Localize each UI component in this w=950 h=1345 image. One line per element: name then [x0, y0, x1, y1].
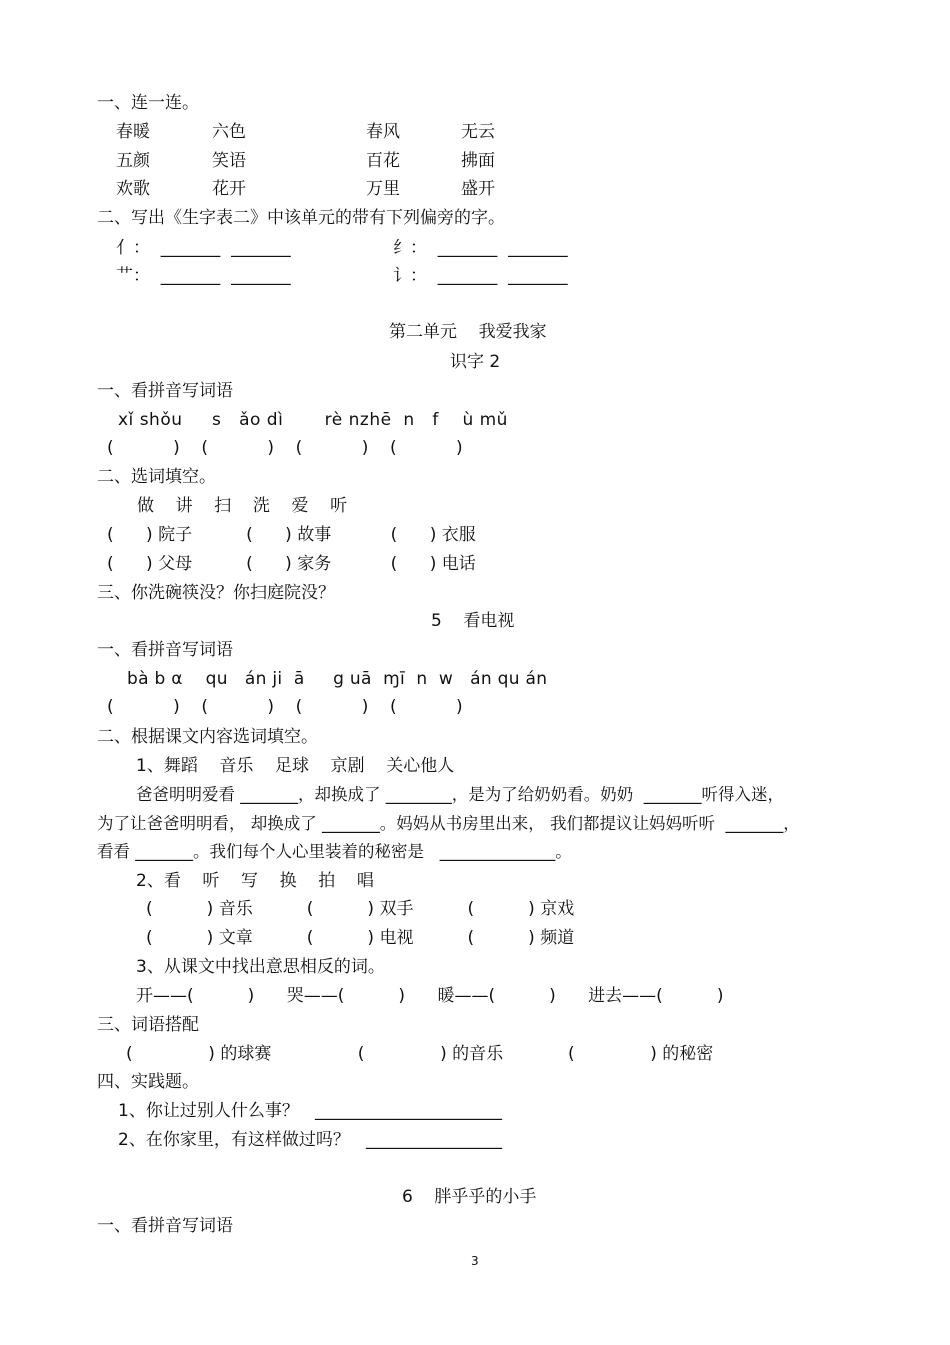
match-word: 六色 — [212, 122, 246, 142]
match-word: 春风 — [366, 122, 400, 142]
section-heading: 二、根据课文内容选词填空。 — [97, 727, 318, 747]
match-word: 百花 — [366, 151, 400, 171]
lesson-title: 5 看电视 — [431, 611, 515, 631]
match-word: 花开 — [212, 179, 246, 199]
passage-line: 为了让爸爸明明看， 却换成了 _______。妈妈从书房里出来， 我们都提议让妈妈听听 _______， — [97, 814, 800, 833]
section-heading: 一、看拼音写词语 — [97, 640, 233, 660]
fill-row: ( ) 文章 ( ) 电视 ( ) 频道 — [146, 928, 575, 948]
section-heading: 一、连一连。 — [97, 93, 199, 113]
practice-question: 1、你让过别人什么事？ ______________________ — [118, 1101, 503, 1121]
fill-row: ( ) 院子 ( ) 故事 ( ) 衣服 — [107, 525, 476, 545]
match-word: 笑语 — [212, 151, 246, 171]
match-row: ( ) 的球赛 ( ) 的音乐 ( ) 的秘密 — [126, 1044, 714, 1064]
section-heading: 一、看拼音写词语 — [97, 1216, 233, 1236]
section-heading: 三、你洗碗筷没？你扫庭院没？ — [97, 583, 335, 603]
fill-row: ( ) 音乐 ( ) 双手 ( ) 京戏 — [146, 899, 575, 919]
unit-title: 第二单元 我爱我家 — [389, 322, 547, 342]
lesson-title: 识字 2 — [450, 352, 501, 372]
match-word: 无云 — [461, 122, 495, 142]
radical-blanks: 亻： _______ _______ — [116, 238, 291, 258]
match-word: 万里 — [366, 179, 400, 199]
word-bank: 做 讲 扫 洗 爱 听 — [137, 496, 348, 516]
passage-line: 看看 _______。我们每个人心里装着的秘密是 ______________。 — [97, 842, 572, 861]
opposites-row: 开——( ) 哭——( ) 暖——( ) 进去——( ) — [136, 986, 724, 1006]
fill-row: ( ) 父母 ( ) 家务 ( ) 电话 — [107, 554, 476, 574]
answer-parens: ( ) ( ) ( ) ( ) — [107, 697, 463, 717]
pinyin-row: bà b α qu án ji ā g uā ɱī n w án qu án — [127, 669, 548, 689]
word-bank: 2、看 听 写 换 拍 唱 — [136, 871, 374, 891]
radical-blanks: 讠： _______ _______ — [393, 266, 568, 286]
section-heading: 二、写出《生字表二》中该单元的带有下列偏旁的字。 — [97, 208, 505, 228]
section-heading: 三、词语搭配 — [97, 1015, 199, 1035]
match-word: 春暖 — [116, 122, 150, 142]
practice-question: 2、在你家里，有这样做过吗？ ________________ — [118, 1130, 503, 1150]
page-number: 3 — [471, 1254, 479, 1268]
radical-blanks: 纟： _______ _______ — [393, 238, 568, 258]
match-word: 拂面 — [461, 151, 495, 171]
pinyin-row: xǐ shǒu s ǎo dì rè nzhē n f ù mǔ — [118, 410, 508, 430]
section-heading: 二、选词填空。 — [97, 467, 216, 487]
section-heading: 一、看拼音写词语 — [97, 381, 233, 401]
match-word: 五颜 — [116, 151, 150, 171]
question: 3、从课文中找出意思相反的词。 — [136, 957, 385, 977]
section-heading: 四、实践题。 — [97, 1072, 199, 1092]
radical-blanks: 艹： _______ _______ — [116, 266, 291, 286]
match-word: 盛开 — [461, 179, 495, 199]
match-word: 欢歌 — [116, 179, 150, 199]
passage-line: 爸爸明明爱看 _______，却换成了 ________，是为了给奶奶看。奶奶 _______听得入迷， — [136, 785, 784, 804]
lesson-title: 6 胖乎乎的小手 — [402, 1187, 537, 1207]
word-bank: 1、舞蹈 音乐 足球 京剧 关心他人 — [136, 756, 455, 776]
answer-parens: ( ) ( ) ( ) ( ) — [107, 438, 463, 458]
